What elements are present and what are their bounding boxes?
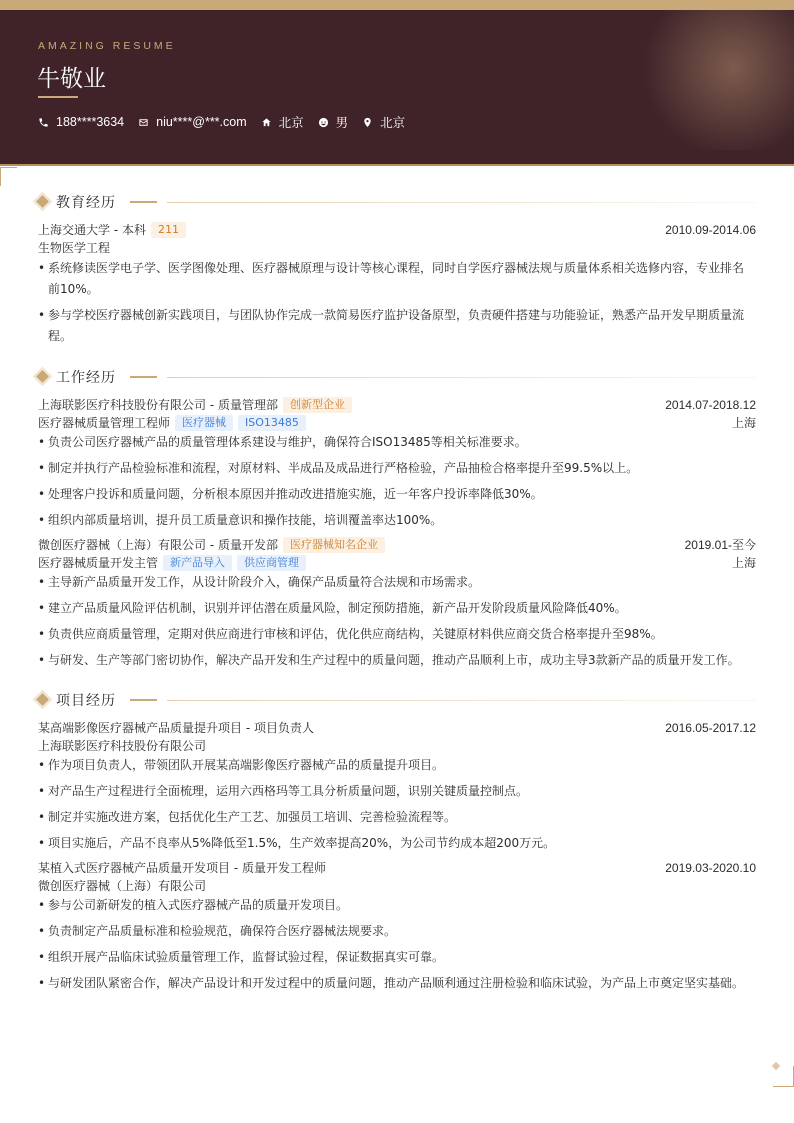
school-tag: 211 xyxy=(151,222,186,238)
education-major-row xyxy=(38,239,756,257)
section-title: 项目经历 xyxy=(56,693,116,709)
list-item: • 处理客户投诉和质量问题，分析根本原因并推动改进措施实施，近一年客户投诉率降低30%。 xyxy=(38,484,750,505)
section-rule-long xyxy=(167,202,756,203)
project-company-row xyxy=(38,877,756,895)
location-pin-icon xyxy=(362,117,373,128)
corner-decoration-top-left xyxy=(0,167,17,186)
education-entry-header xyxy=(38,221,756,239)
section-rule-short xyxy=(130,376,157,378)
project-entry-header xyxy=(38,859,756,877)
candidate-name: 牛敬业 xyxy=(37,66,106,92)
school-degree: 上海交通大学 - 本科 xyxy=(38,223,146,237)
diamond-icon xyxy=(36,195,49,208)
list-item: • 参与学校医疗器械创新实践项目，与团队协作完成一款简易医疗监护设备原型，负责硬件搭建与功能验证，熟悉产品开发早期质量流程。 xyxy=(38,305,750,347)
contact-location xyxy=(362,113,405,131)
position-title: 医疗器械质量开发主管 xyxy=(38,556,159,570)
project-company-row xyxy=(38,737,756,755)
section-rule-short xyxy=(130,201,157,203)
list-item: • 负责公司医疗器械产品的质量管理体系建设与维护，确保符合ISO13485等相关标准要求。 xyxy=(38,432,750,453)
project-name-role: 某植入式医疗器械产品质量开发项目 - 质量开发工程师 xyxy=(38,861,326,875)
header-glow-decoration xyxy=(634,10,794,150)
project-date: 2016.05-2017.12 xyxy=(665,721,756,735)
diamond-icon xyxy=(36,370,49,383)
position-tag: 医疗器械 xyxy=(175,415,233,431)
project-company: 微创医疗器械（上海）有限公司 xyxy=(38,879,207,893)
work-bullets xyxy=(38,572,750,676)
list-item: • 与研发团队紧密合作，解决产品设计和开发过程中的质量问题，推动产品顺利通过注册检验和临床试验，为产品上市奠定坚实基础。 xyxy=(38,973,750,994)
name-underline xyxy=(38,96,78,98)
diamond-icon xyxy=(36,693,49,706)
project-name-role: 某高端影像医疗器械产品质量提升项目 - 项目负责人 xyxy=(38,721,314,735)
contact-phone xyxy=(38,115,124,129)
resume-header xyxy=(0,10,794,166)
project-company: 上海联影医疗科技股份有限公司 xyxy=(38,739,207,753)
list-item: • 对产品生产过程进行全面梳理，运用六西格玛等工具分析质量问题，识别关键质量控制点。 xyxy=(38,781,750,802)
mail-icon xyxy=(138,117,149,128)
position-tag: 供应商管理 xyxy=(237,555,306,571)
list-item: • 系统修读医学电子学、医学图像处理、医疗器械原理与设计等核心课程，同时自学医疗器械法规与质量体系相关选修内容，专业排名前10%。 xyxy=(38,258,750,300)
work-city: 上海 xyxy=(731,416,756,430)
work-date: 2014.07-2018.12 xyxy=(665,398,756,412)
contact-email xyxy=(138,115,247,129)
company-department: 微创医疗器械（上海）有限公司 - 质量开发部 xyxy=(38,538,278,552)
project-entry-header xyxy=(38,719,756,737)
company-tag: 创新型企业 xyxy=(283,397,352,413)
section-rule-short xyxy=(130,699,157,701)
header-bottom-line xyxy=(0,164,794,166)
contact-gender xyxy=(318,113,349,131)
work-city: 上海 xyxy=(731,556,756,570)
list-item: • 主导新产品质量开发工作，从设计阶段介入，确保产品质量符合法规和市场需求。 xyxy=(38,572,750,593)
list-item: • 制定并实施改进方案，包括优化生产工艺、加强员工培训、完善检验流程等。 xyxy=(38,807,750,828)
email-text: niu****@***.com xyxy=(156,115,247,129)
project-date: 2019.03-2020.10 xyxy=(665,861,756,875)
phone-text: 188****3634 xyxy=(56,115,125,129)
project-bullets xyxy=(38,755,750,859)
list-item: • 组织开展产品临床试验质量管理工作，监督试验过程，保证数据真实可靠。 xyxy=(38,947,750,968)
position-tag: ISO13485 xyxy=(238,415,306,431)
location-text: 北京 xyxy=(380,116,406,130)
list-item: • 与研发、生产等部门密切协作，解决产品开发和生产过程中的质量问题，推动产品顺利上市，成功主导3款新产品的质量开发工作。 xyxy=(38,650,750,671)
list-item: • 制定并执行产品检验标准和流程，对原材料、半成品及成品进行严格检验，产品抽检合格率提升至99.5%以上。 xyxy=(38,458,750,479)
section-rule-long xyxy=(167,377,756,378)
work-date: 2019.01-至今 xyxy=(684,538,756,552)
major: 生物医学工程 xyxy=(38,241,111,255)
section-header-projects xyxy=(38,690,756,710)
section-header-work xyxy=(38,367,756,387)
list-item: • 项目实施后，产品不良率从5%降低至1.5%，生产效率提高20%，为公司节约成本超200万元。 xyxy=(38,833,750,854)
work-entry-header xyxy=(38,536,756,554)
work-position-row xyxy=(38,554,756,572)
list-item: • 参与公司新研发的植入式医疗器械产品的质量开发项目。 xyxy=(38,895,750,916)
work-entry-header xyxy=(38,396,756,414)
work-bullets xyxy=(38,432,750,536)
section-header-education xyxy=(38,192,756,212)
company-department: 上海联影医疗科技股份有限公司 - 质量管理部 xyxy=(38,398,278,412)
work-position-row xyxy=(38,414,756,432)
section-rule-long xyxy=(167,700,756,701)
education-bullets xyxy=(38,258,750,352)
company-tag: 医疗器械知名企业 xyxy=(283,537,385,553)
gender-text: 男 xyxy=(335,116,349,130)
list-item: • 建立产品质量风险评估机制，识别并评估潜在质量风险，制定预防措施，新产品开发阶段质量风险降低40%。 xyxy=(38,598,750,619)
position-title: 医疗器械质量管理工程师 xyxy=(38,416,171,430)
brand-label: AMAZING RESUME xyxy=(38,40,176,52)
hometown-text: 北京 xyxy=(278,116,304,130)
header-top-bar xyxy=(0,0,794,10)
list-item: • 负责制定产品质量标准和检验规范，确保符合医疗器械法规要求。 xyxy=(38,921,750,942)
contact-hometown xyxy=(261,113,304,131)
position-tag: 新产品导入 xyxy=(163,555,232,571)
gender-icon xyxy=(318,117,329,128)
home-icon xyxy=(261,117,272,128)
section-title: 工作经历 xyxy=(56,370,116,386)
education-date: 2010.09-2014.06 xyxy=(665,223,756,237)
list-item: • 作为项目负责人，带领团队开展某高端影像医疗器械产品的质量提升项目。 xyxy=(38,755,750,776)
contact-info xyxy=(38,113,419,131)
phone-icon xyxy=(38,117,49,128)
section-title: 教育经历 xyxy=(56,195,116,211)
list-item: • 组织内部质量培训，提升员工质量意识和操作技能，培训覆盖率达100%。 xyxy=(38,510,750,531)
list-item: • 负责供应商质量管理，定期对供应商进行审核和评估，优化供应商结构，关键原材料供应商交货合格率提升至98%。 xyxy=(38,624,750,645)
project-bullets xyxy=(38,895,750,999)
